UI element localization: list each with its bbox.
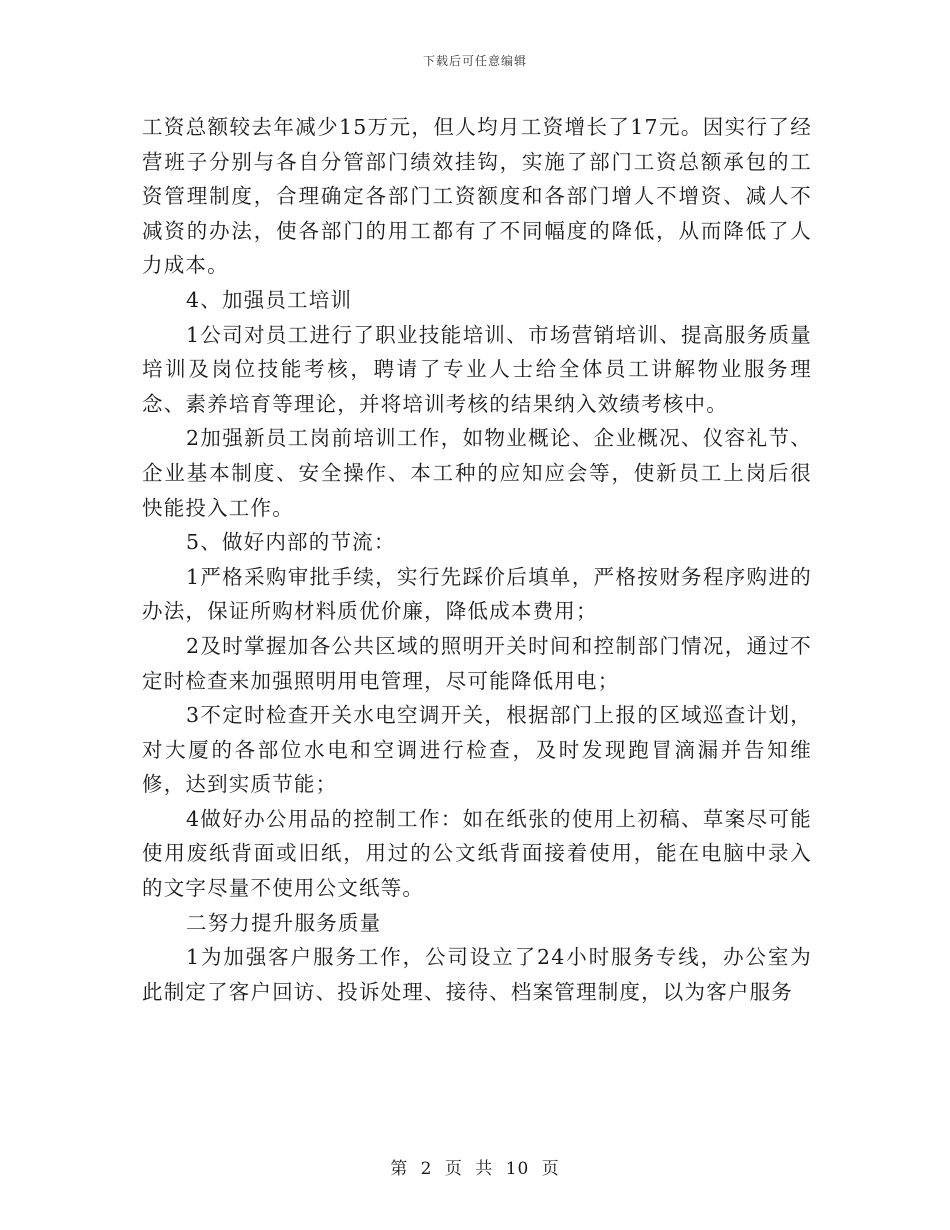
document-body bbox=[142, 110, 812, 1009]
page-header: 下载后可任意编辑 bbox=[422, 54, 527, 68]
paragraph-8: 3不定时检查开关水电空调开关，根据部门上报的区域巡查计划，对大厦的各部位水电和空调进行检查，及时发现跑冒滴漏并告知维修，达到实质节能； bbox=[142, 703, 812, 797]
paragraph-9: 4做好办公用品的控制工作：如在纸张的使用上初稿、草案尽可能使用废纸背面或旧纸，用过的公文纸背面接着使用，能在电脑中录入的文字尽量不使用公文纸等。 bbox=[142, 806, 812, 901]
paragraph-6: 1严格采购审批手续，实行先踩价后填单，严格按财务程序购进的办法，保证所购材料质优价廉，降低成本费用； bbox=[142, 564, 812, 624]
paragraph-4: 2加强新员工岗前培训工作，如物业概论、企业概况、仪容礼节、企业基本制度、安全操作、本工种的应知应会等，使新员工上岗后很快能投入工作。 bbox=[142, 426, 812, 520]
page-number: 第 2 页 共 10 页 bbox=[390, 1159, 560, 1179]
paragraph-11: 1为加强客户服务工作，公司设立了24小时服务专线，办公室为此制定了客户回访、投诉处理、接待、档案管理制度，以为客户服务 bbox=[142, 945, 812, 1004]
paragraph-7: 2及时掌握加各公共区域的照明开关时间和控制部门情况，通过不定时检查来加强照明用电管理，尽可能降低用电； bbox=[142, 633, 812, 693]
paragraph-3: 1公司对员工进行了职业技能培训、市场营销培训、提高服务质量培训及岗位技能考核，聘请了专业人士给全体员工讲解物业服务理念、素养培育等理论，并将培训考核的结果纳入效绩考核中。 bbox=[142, 322, 812, 416]
paragraph-1: 工资总额较去年减少15万元，但人均月工资增长了17元。因实行了经营班子分别与各自分管部门绩效挂钩，实施了部门工资总额承包的工资管理制度，合理确定各部门工资额度和各部门增人不增资、减人不减资的办法，使各部门的用工都有了不同幅度的降低，从而降低了人力成本。 bbox=[142, 115, 812, 278]
section-heading-cost-saving: 5、做好内部的节流： bbox=[186, 530, 396, 555]
section-heading-service-quality: 二努力提升服务质量 bbox=[186, 910, 382, 935]
section-heading-staff-training: 4、加强员工培训 bbox=[186, 287, 353, 312]
